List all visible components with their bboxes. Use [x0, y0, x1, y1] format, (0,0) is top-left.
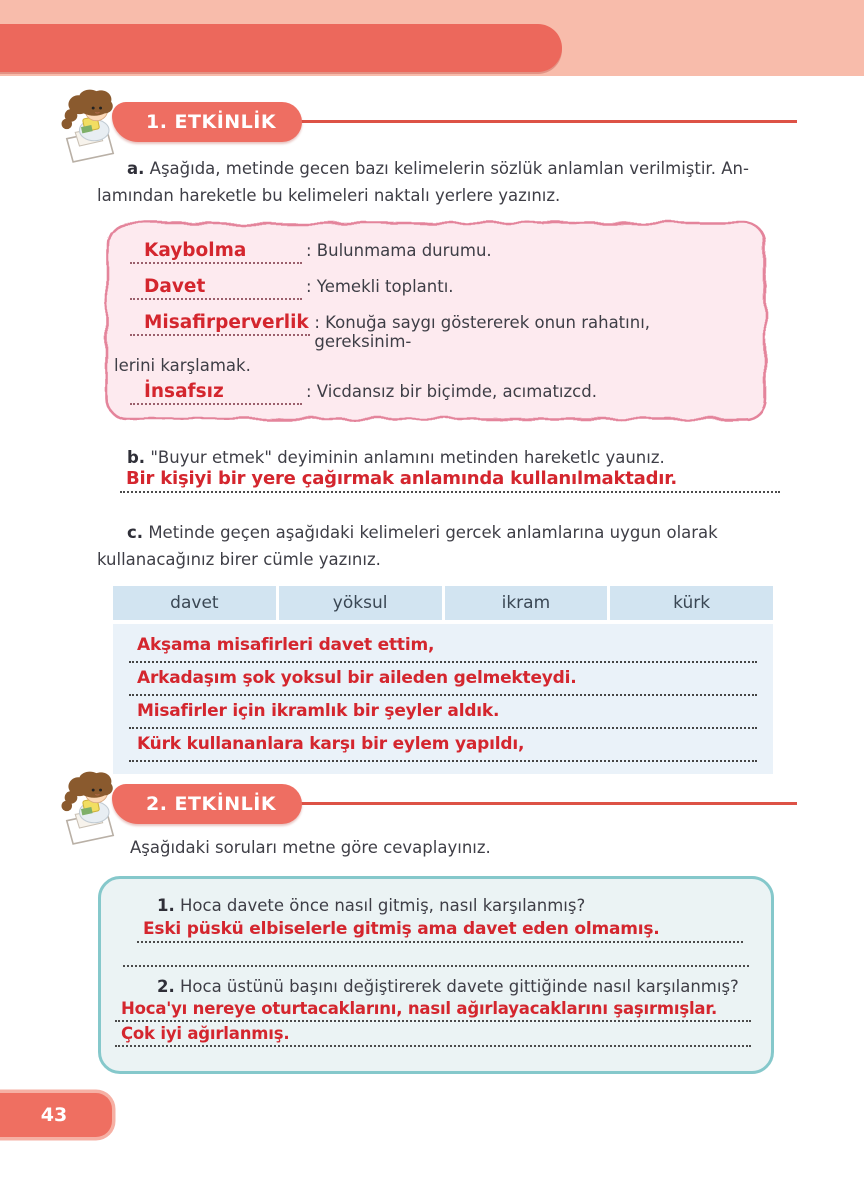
- instruction-c-line2: kullanacağınız birer cümle yazınız.: [97, 550, 381, 569]
- instruction-b-label: b.: [127, 448, 146, 467]
- vocabulary-box: [100, 216, 772, 426]
- vocab-definition: : Konuğa saygı göstererek onun rahatını, gereksinim-: [314, 313, 651, 351]
- word-table: [113, 586, 773, 774]
- top-banner-bar: [0, 24, 562, 72]
- writing-girl-icon: [52, 770, 128, 846]
- question-2-label: 2.: [157, 977, 175, 996]
- instruction-c: [97, 519, 777, 573]
- vocab-word-answer[interactable]: Davet: [130, 276, 302, 300]
- instruction-a: [97, 155, 777, 209]
- empty-answer-line[interactable]: [123, 943, 749, 967]
- instruction-c-line1: Metinde geçen aşağıdaki kelimeleri gercek anlamlarına uygun olarak: [148, 523, 718, 542]
- question-answer-box: [98, 876, 774, 1074]
- sentence-answer-row[interactable]: Kürk kullananlara karşı bir eylem yapıldı,: [129, 733, 757, 762]
- activity2-header: [52, 770, 797, 844]
- answer-b-field[interactable]: [120, 468, 780, 493]
- vocab-row: [130, 240, 746, 271]
- vocab-row: [130, 312, 746, 351]
- question-1-label: 1.: [157, 896, 175, 915]
- question-2-answer-line2[interactable]: Çok iyi ağırlanmış.: [115, 1024, 751, 1047]
- word-table-header: [113, 586, 773, 620]
- activity2-badge: 2. ETKİNLİK: [112, 784, 302, 824]
- question-2-answer-line1[interactable]: Hoca'yı nereye oturtacaklarını, nasıl ağırlayacaklarını şaşırmışlar.: [115, 999, 751, 1022]
- question-2: [157, 977, 751, 996]
- table-header-cell: davet: [113, 586, 276, 620]
- question-2-text: Hoca üstünü başını değiştirerek davete gittiğinde nasıl karşılanmış?: [180, 977, 739, 996]
- activity2-intro: Aşağıdaki soruları metne göre cevaplayınız.: [130, 838, 491, 857]
- activity1-rule: [277, 120, 797, 123]
- vocab-definition: : Yemekli toplantı.: [306, 277, 454, 296]
- page-number-badge: [0, 1093, 112, 1137]
- table-header-cell: ikram: [445, 586, 608, 620]
- activity1-header: [52, 88, 797, 162]
- answer-b-text: Bir kişiyi bir yere çağırmak anlamında kullanılmaktadır.: [120, 468, 780, 493]
- vocab-definition: : Vicdansız bir biçimde, acımatızcd.: [306, 382, 597, 401]
- question-1-text: Hoca davete önce nasıl gitmiş, nasıl karşılanmış?: [180, 896, 586, 915]
- vocab-definition-continuation: lerini karşlamak.: [114, 356, 251, 375]
- vocab-word-answer[interactable]: Kaybolma: [130, 240, 302, 264]
- instruction-c-label: c.: [127, 523, 144, 542]
- activity1-badge: 1. ETKİNLİK: [112, 102, 302, 142]
- vocabulary-content: [100, 216, 772, 412]
- vocab-word-answer[interactable]: İnsafsız: [130, 381, 302, 405]
- table-header-cell: kürk: [610, 586, 773, 620]
- instruction-b-text: "Buyur etmek" deyiminin anlamını metinden hareketlc yaunız.: [150, 448, 665, 467]
- vocab-row: [130, 381, 746, 412]
- vocab-row: [130, 276, 746, 307]
- word-table-body: [113, 624, 773, 774]
- writing-girl-icon: [52, 88, 128, 164]
- sentence-answer-row[interactable]: Akşama misafirleri davet ettim,: [129, 634, 757, 663]
- page-number: 43: [40, 1104, 68, 1126]
- question-1: [157, 896, 751, 915]
- instruction-a-line1: Aşağıda, metinde gecen bazı kelimelerin sözlük anlamlan verilmiştir. An-: [149, 159, 749, 178]
- activity2-rule: [277, 802, 797, 805]
- instruction-a-line2: lamından hareketle bu kelimeleri naktalı yerlere yazınız.: [97, 186, 561, 205]
- sentence-answer-row[interactable]: Arkadaşım şok yoksul bir aileden gelmekteydi.: [129, 667, 757, 696]
- vocab-word-answer[interactable]: Misafirperverlik: [130, 312, 310, 336]
- instruction-a-label: a.: [127, 159, 145, 178]
- sentence-answer-row[interactable]: Misafirler için ikramlık bir şeyler aldık.: [129, 700, 757, 729]
- question-1-answer[interactable]: Eski püskü elbiselerle gitmiş ama davet eden olmamış.: [137, 919, 743, 943]
- instruction-b: [97, 444, 777, 471]
- table-header-cell: yöksul: [279, 586, 442, 620]
- vocab-definition: : Bulunmama durumu.: [306, 241, 492, 260]
